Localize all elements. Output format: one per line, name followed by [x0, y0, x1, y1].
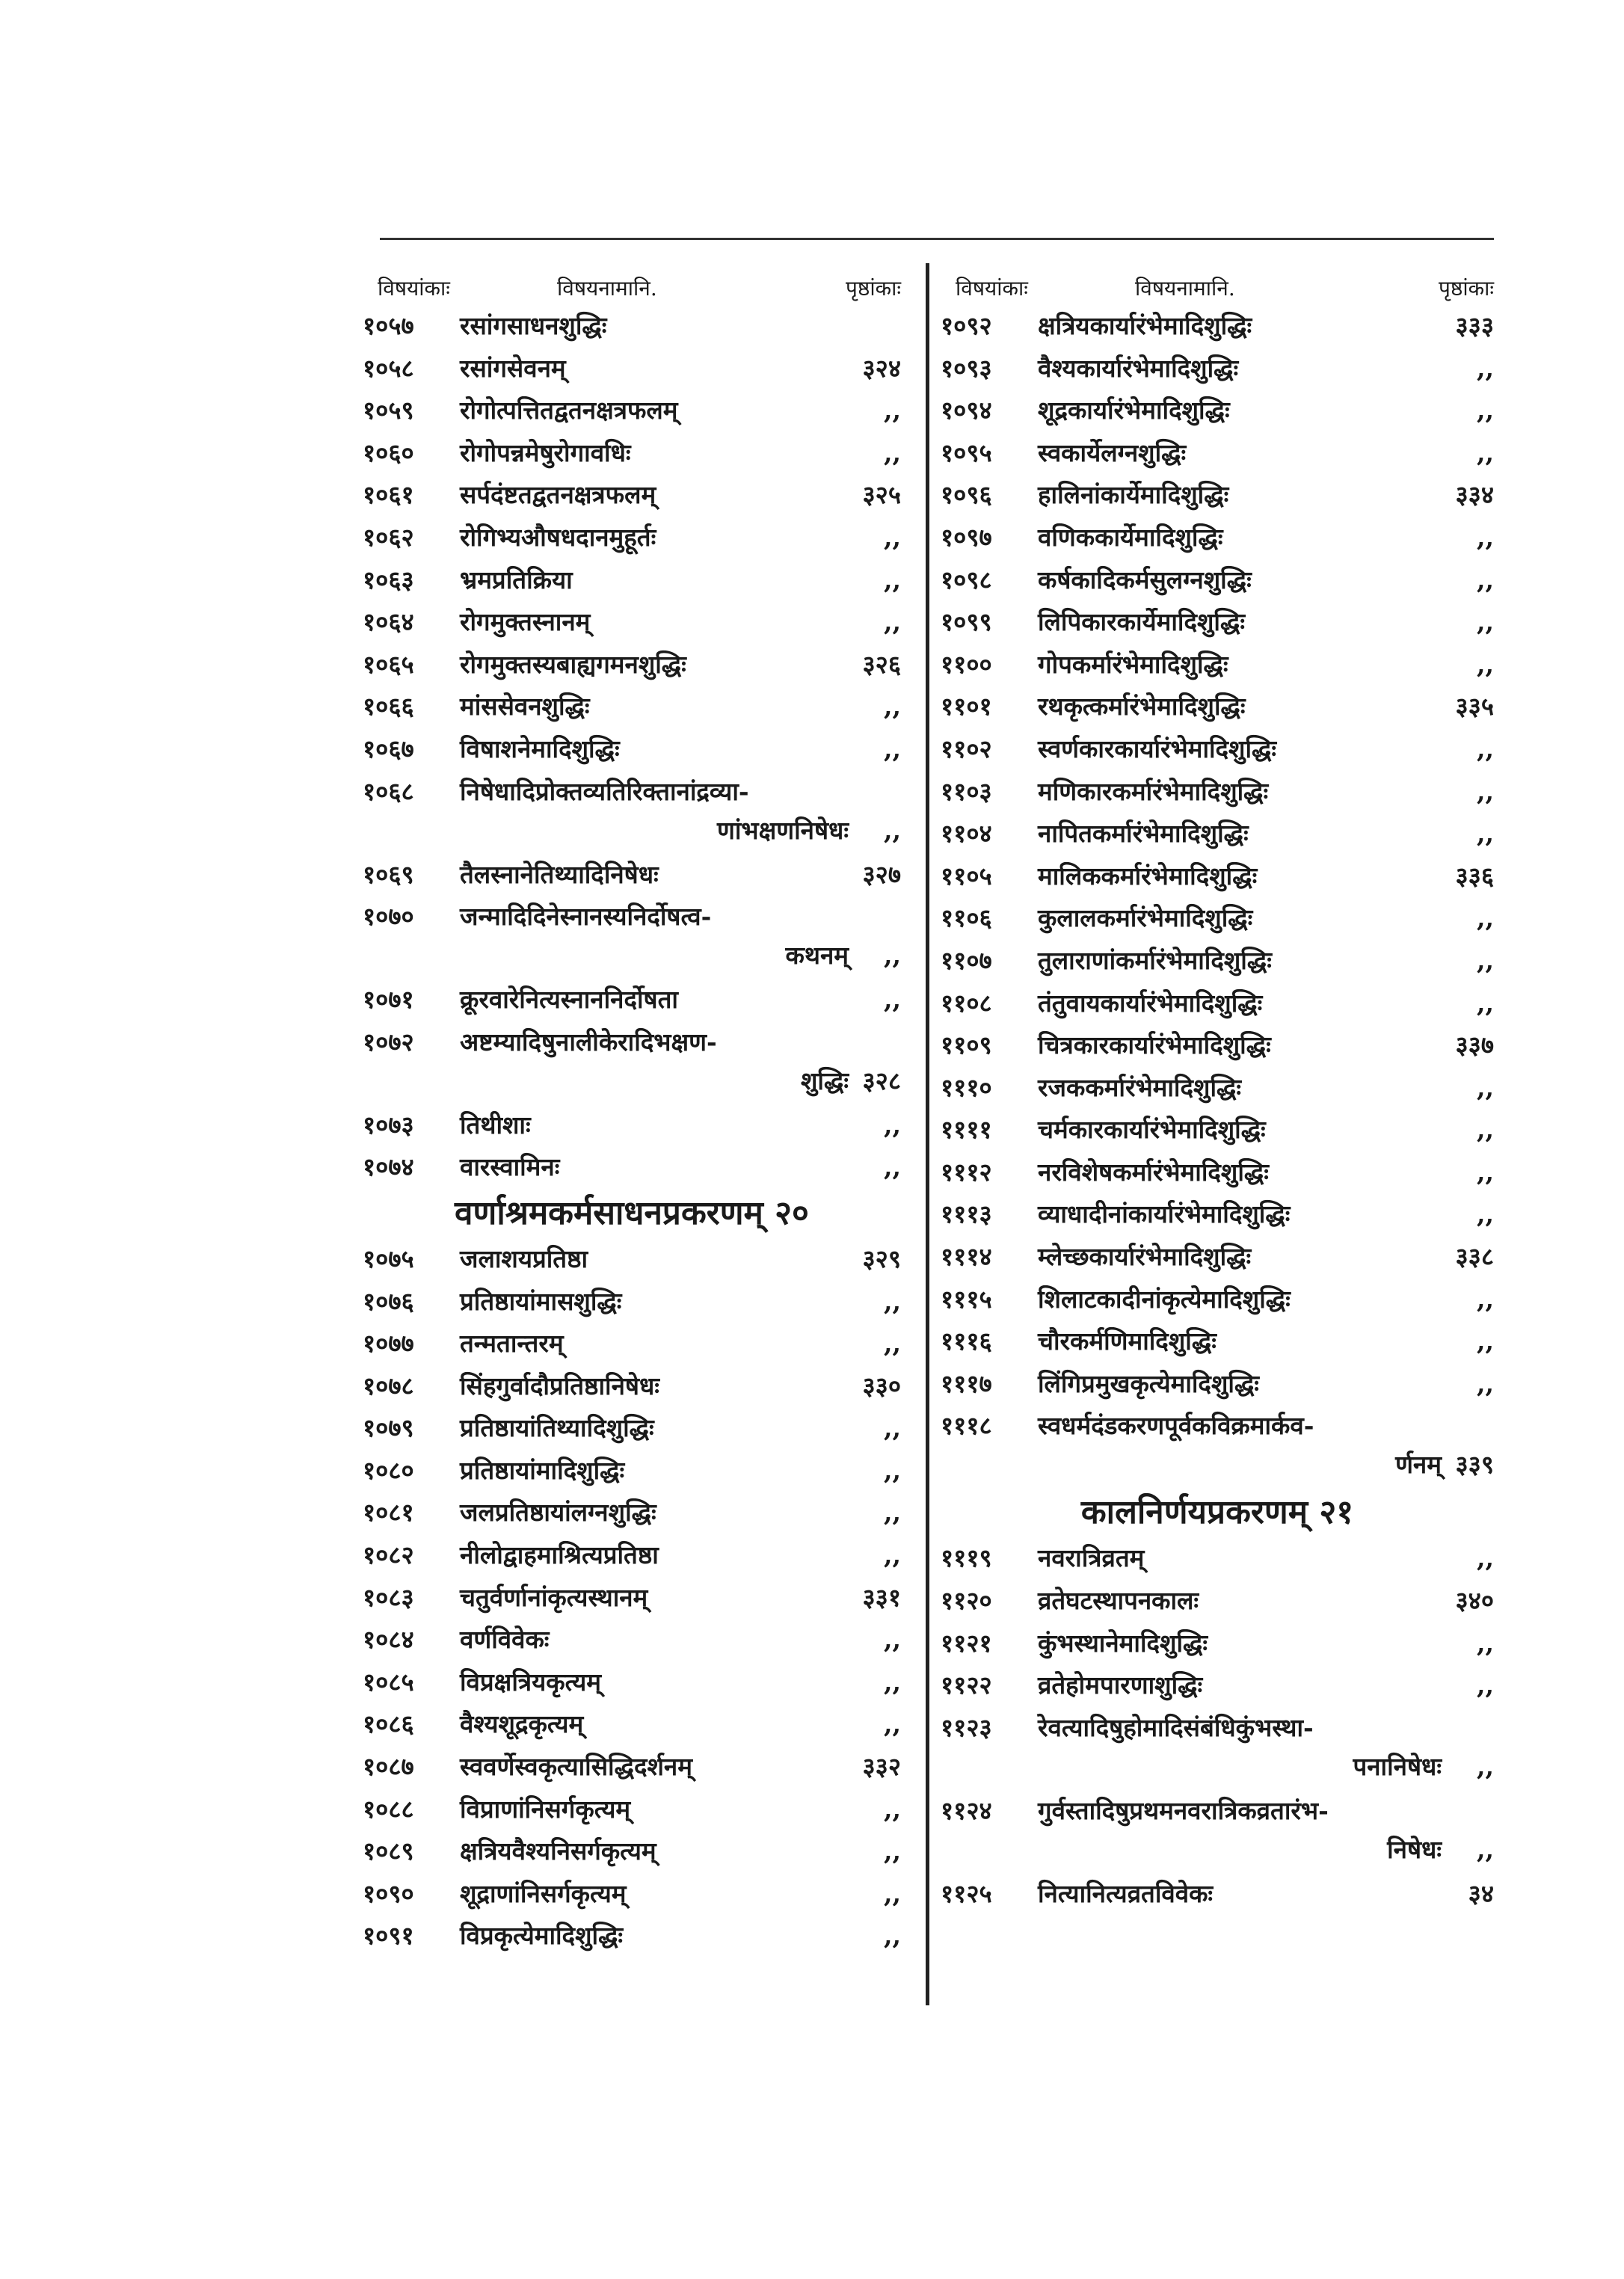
entry-title: रथकृत्कर्मारंभेमादिशुद्धिः — [1038, 692, 1246, 722]
index-entry — [941, 1873, 1494, 1916]
entry-title: विप्रकृत्येमादिशुद्धिः — [460, 1921, 624, 1951]
entry-title-continued: र्णनम् — [1395, 1450, 1442, 1480]
entry-page: ,, — [1477, 776, 1494, 806]
index-entry — [363, 305, 901, 348]
entry-page: ३३४ — [1455, 480, 1494, 510]
entry-number: ११०१ — [941, 692, 992, 722]
entry-number: १०९२ — [941, 311, 992, 340]
entry-page: ,, — [884, 1286, 901, 1316]
entry-number: १०९९ — [941, 607, 992, 637]
entry-title: सर्पदंष्टतद्वतनक्षत्रफलम् — [460, 480, 656, 510]
entry-number: १११६ — [941, 1326, 992, 1356]
entry-page: ,, — [884, 1498, 901, 1528]
index-entry — [363, 1746, 901, 1789]
right-entries — [941, 305, 1494, 1488]
index-entry — [941, 1193, 1494, 1236]
entry-number: १०५९ — [363, 396, 414, 425]
entry-number: ११०६ — [941, 903, 992, 933]
header-subject-name: विषयनामानि. — [557, 276, 657, 301]
entry-page: ३३१ — [862, 1582, 901, 1612]
entry-number: १०७२ — [363, 1027, 414, 1057]
entry-page: ,, — [884, 1836, 901, 1866]
index-entry — [363, 1534, 901, 1577]
entry-page: ,, — [1477, 1157, 1494, 1187]
index-entry — [941, 982, 1494, 1025]
index-entry — [363, 1407, 901, 1450]
entry-title: स्ववर्णेस्वकृत्यासिद्धिदर्शनम् — [460, 1752, 692, 1782]
entry-number: १०५७ — [363, 311, 414, 340]
index-entry — [363, 517, 901, 559]
entry-number: १०६४ — [363, 607, 414, 637]
index-entry — [363, 896, 901, 979]
index-entry — [941, 1151, 1494, 1194]
entry-title: शूद्रकार्यारंभेमादिशुद्धिः — [1038, 396, 1230, 425]
index-entry — [941, 1363, 1494, 1406]
entry-title: हालिनांकार्येमादिशुद्धिः — [1038, 480, 1229, 510]
entry-title: जलप्रतिष्ठायांलग्नशुद्धिः — [460, 1498, 656, 1528]
entry-title: चौरकर्मणिमादिशुद्धिः — [1038, 1326, 1217, 1356]
entry-title: रोगमुक्तस्यबाह्यगमनशुद्धिः — [460, 649, 686, 679]
entry-number: ११२५ — [941, 1878, 992, 1908]
entry-number: १०७७ — [363, 1329, 414, 1359]
index-entry — [363, 854, 901, 896]
entry-title: कुलालकर्मारंभेमादिशुद्धिः — [1038, 903, 1253, 933]
entry-number: १०९१ — [363, 1921, 414, 1951]
index-entry — [941, 1537, 1494, 1580]
entry-title: रेवत्यादिषुहोमादिसंबंधिकुंभस्था- — [1038, 1712, 1314, 1742]
index-entry — [941, 897, 1494, 940]
index-entry — [363, 1365, 901, 1408]
index-entry — [363, 348, 901, 390]
entry-title-continued: पनानिषेधः — [1353, 1751, 1442, 1781]
entry-page: ,, — [1477, 1284, 1494, 1314]
left-column-header — [363, 268, 901, 305]
entry-number: ११०५ — [941, 861, 992, 891]
entry-page: ,, — [884, 1413, 901, 1443]
entry-page: ३२४ — [862, 353, 901, 383]
entry-page: ,, — [884, 607, 901, 637]
entry-title-continued: निषेधः — [1387, 1834, 1442, 1864]
entry-title-continued: कथनम् — [785, 941, 849, 971]
entry-page: ३३६ — [1455, 861, 1494, 891]
entry-title: क्षत्रियवैश्यनिसर्गकृत्यम् — [460, 1836, 656, 1866]
entry-page: ३२६ — [862, 649, 901, 679]
entry-page: ३४ — [1468, 1878, 1494, 1908]
entry-title: स्वकार्येलग्नशुद्धिः — [1038, 437, 1187, 467]
entry-title: मालिककर्मारंभेमादिशुद्धिः — [1038, 861, 1258, 891]
index-entry — [363, 979, 901, 1021]
entry-title: क्रूरवारेनित्यस्नाननिर्दोषता — [460, 985, 678, 1015]
index-entry — [941, 1664, 1494, 1707]
entry-number: १०६१ — [363, 480, 414, 510]
entry-title: नवरात्रिव्रतम् — [1038, 1543, 1145, 1573]
entry-page: ,, — [1477, 1751, 1494, 1781]
entry-number: ११२३ — [941, 1712, 992, 1742]
index-entry — [941, 1279, 1494, 1321]
entry-title: रसांगसाधनशुद्धिः — [460, 311, 607, 340]
entry-number: ११०२ — [941, 733, 992, 763]
entry-number: १११८ — [941, 1411, 992, 1441]
header-subject-number: विषयांकाः — [956, 276, 1028, 301]
entry-title: मणिकारकर्मारंभेमादिशुद्धिः — [1038, 776, 1269, 806]
entry-page: ,, — [1477, 819, 1494, 849]
index-entry — [363, 1281, 901, 1323]
entry-page: ,, — [884, 692, 901, 722]
entry-title: नरविशेषकर्मारंभेमादिशुद्धिः — [1038, 1157, 1269, 1187]
index-entry — [363, 644, 901, 686]
entry-title: व्याधादीनांकार्यारंभेमादिशुद्धिः — [1038, 1199, 1291, 1229]
entry-page: ३२५ — [862, 480, 901, 510]
entry-page: ,, — [1477, 1628, 1494, 1658]
index-entry — [363, 1146, 901, 1189]
entry-page: ३३० — [862, 1371, 901, 1400]
index-entry — [941, 1707, 1494, 1790]
entry-page: ,, — [884, 522, 901, 552]
index-entry — [363, 686, 901, 728]
index-entry — [941, 517, 1494, 559]
entry-number: १०६७ — [363, 733, 414, 763]
entry-number: ११०९ — [941, 1030, 992, 1060]
entry-page: ,, — [884, 1455, 901, 1485]
entry-title: चित्रकारकार्यारंभेमादिशुद्धिः — [1038, 1030, 1271, 1060]
entry-title: रजककर्मारंभेमादिशुद्धिः — [1038, 1072, 1242, 1102]
entry-number: ११०४ — [941, 819, 992, 849]
entry-number: १०५८ — [363, 353, 414, 383]
entry-title: रोगमुक्तस्नानम् — [460, 607, 591, 637]
entry-title: चतुर्वर्णानांकृत्यस्थानम् — [460, 1582, 648, 1612]
index-entry — [363, 1238, 901, 1281]
index-entry — [363, 1577, 901, 1620]
index-entry — [941, 1320, 1494, 1363]
entry-title: विषाशनेमादिशुद्धिः — [460, 733, 620, 763]
entry-number: ११०७ — [941, 945, 992, 975]
entry-number: १०७३ — [363, 1110, 414, 1140]
entry-number: १११९ — [941, 1543, 992, 1573]
entry-page: ,, — [1477, 1834, 1494, 1864]
entry-number: ११११ — [941, 1115, 992, 1145]
entry-title: जन्मादिदिनेस्नानस्यनिर्दोषत्व- — [460, 902, 712, 932]
entry-number: ११०३ — [941, 776, 992, 806]
header-page-number: पृष्ठांकाः — [1438, 276, 1494, 301]
entry-title: गुर्वस्तादिषुप्रथमनवरात्रिकव्रतारंभ- — [1038, 1795, 1329, 1825]
index-entry — [363, 474, 901, 517]
entry-title: नापितकर्मारंभेमादिशुद्धिः — [1038, 819, 1249, 849]
entry-page: ३२८ — [862, 1065, 901, 1095]
entry-number: १०७५ — [363, 1243, 414, 1273]
entry-title: तुलाराणांकर्मारंभेमादिशुद्धिः — [1038, 945, 1272, 975]
index-entry — [941, 390, 1494, 432]
entry-page: ,, — [1477, 945, 1494, 975]
entry-title: चर्मकारकार्यारंभेमादिशुद्धिः — [1038, 1115, 1266, 1145]
entry-page: ,, — [1477, 649, 1494, 679]
entry-number: १०९५ — [941, 437, 992, 467]
index-entry — [363, 1830, 901, 1873]
entry-number: १०९४ — [941, 396, 992, 425]
entry-title: वैश्यशूद्रकृत्यम् — [460, 1709, 584, 1739]
index-entry — [363, 601, 901, 644]
entry-number: १०७४ — [363, 1152, 414, 1182]
entry-page: ,, — [884, 437, 901, 467]
entry-title: भ्रमप्रतिक्रिया — [460, 565, 573, 594]
entry-number: १०८९ — [363, 1836, 414, 1866]
entry-title: स्वर्णकारकार्यारंभेमादिशुद्धिः — [1038, 733, 1277, 763]
index-entry — [941, 1623, 1494, 1665]
index-entry — [941, 1405, 1494, 1488]
entry-title: तिथीशाः — [460, 1110, 531, 1140]
index-entry — [941, 559, 1494, 602]
entry-title: म्लेच्छकार्यारंभेमादिशुद्धिः — [1038, 1242, 1252, 1272]
entry-number: १०८१ — [363, 1498, 414, 1528]
right-column — [941, 268, 1494, 1915]
entry-number: १०७६ — [363, 1286, 414, 1316]
index-entry — [363, 771, 901, 854]
right-entries-2 — [941, 1537, 1494, 1915]
entry-title: प्रतिष्ठायांतिथ्यादिशुद्धिः — [460, 1413, 654, 1443]
entry-number: १११७ — [941, 1368, 992, 1398]
entry-page: ,, — [1477, 903, 1494, 933]
entry-page: ,, — [884, 733, 901, 763]
entry-number: १०९८ — [941, 565, 992, 594]
entry-number: १०८० — [363, 1455, 414, 1485]
entry-page: ,, — [1477, 437, 1494, 467]
entry-page: ३३८ — [1455, 1242, 1494, 1272]
index-entry — [941, 348, 1494, 390]
entry-page: ,, — [884, 396, 901, 425]
entry-page: ३४० — [1455, 1586, 1494, 1616]
entry-number: १०८७ — [363, 1752, 414, 1782]
index-entry — [363, 1104, 901, 1147]
header-subject-number: विषयांकाः — [378, 276, 450, 301]
index-entry — [941, 1109, 1494, 1151]
index-entry — [941, 432, 1494, 475]
right-column-header — [941, 268, 1494, 305]
entry-title: शिलाटकादीनांकृत्येमादिशुद्धिः — [1038, 1284, 1291, 1314]
entry-page: ,, — [884, 1152, 901, 1182]
entry-page: ,, — [884, 1709, 901, 1739]
entry-number: ११०८ — [941, 988, 992, 1018]
index-entry — [941, 644, 1494, 686]
entry-number: १०८५ — [363, 1667, 414, 1697]
entry-title: निषेधादिप्रोक्तव्यतिरिक्तानांद्रव्या- — [460, 776, 749, 806]
entry-page: ,, — [884, 1625, 901, 1655]
entry-title: व्रतेघटस्थापनकालः — [1038, 1586, 1199, 1616]
index-entry — [941, 305, 1494, 348]
entry-title: रोगोपन्नमेषुरोगावधिः — [460, 437, 631, 467]
entry-page: ,, — [884, 941, 901, 971]
entry-number: ११२१ — [941, 1628, 992, 1658]
entry-title: लिंगिप्रमुखकृत्येमादिशुद्धिः — [1038, 1368, 1259, 1398]
entry-number: १११२ — [941, 1157, 992, 1187]
section-heading-varnashrama: वर्णाश्रमकर्मसाधनप्रकरणम् २० — [455, 1193, 809, 1232]
entry-number: १०६८ — [363, 776, 414, 806]
column-divider — [926, 263, 929, 2005]
entry-page: ३३९ — [1455, 1450, 1494, 1480]
entry-title: रसांगसेवनम् — [460, 353, 566, 383]
index-entry — [941, 1580, 1494, 1623]
entry-number: १०८३ — [363, 1582, 414, 1612]
index-entry — [363, 1021, 901, 1104]
entry-title: जलाशयप्रतिष्ठा — [460, 1243, 588, 1273]
entry-number: १०९७ — [941, 522, 992, 552]
entry-page: ,, — [1477, 1670, 1494, 1700]
entry-page: ,, — [884, 1794, 901, 1824]
index-entry — [363, 390, 901, 432]
index-entry — [363, 1873, 901, 1916]
index-entry — [941, 1236, 1494, 1279]
index-entry — [363, 1703, 901, 1746]
entry-page: ,, — [884, 565, 901, 594]
entry-title: तंतुवायकार्यारंभेमादिशुद्धिः — [1038, 988, 1263, 1018]
entry-title: व्रतेहोमपारणाशुद्धिः — [1038, 1670, 1203, 1700]
entry-number: १११० — [941, 1072, 992, 1102]
index-entry — [363, 1789, 901, 1831]
index-entry — [941, 1790, 1494, 1873]
entry-number: ११२२ — [941, 1670, 992, 1700]
entry-page: ,, — [884, 1540, 901, 1570]
entry-number: १०९३ — [941, 353, 992, 383]
entry-page: ३३७ — [1455, 1030, 1494, 1060]
entry-number: १०६३ — [363, 565, 414, 594]
index-entry — [363, 432, 901, 475]
entry-page: ३३३ — [1455, 311, 1494, 340]
entry-page: ,, — [884, 815, 901, 845]
entry-title: क्षत्रियकार्यारंभेमादिशुद्धिः — [1038, 311, 1252, 340]
top-rule — [380, 238, 1494, 240]
index-entry — [363, 1492, 901, 1534]
entry-title: विप्राणांनिसर्गकृत्यम् — [460, 1794, 631, 1824]
index-entry — [941, 771, 1494, 814]
entry-page: ,, — [1477, 522, 1494, 552]
entry-title: स्वधर्मदंडकरणपूर्वकविक्रमार्कव- — [1038, 1411, 1314, 1441]
entry-number: १०७९ — [363, 1413, 414, 1443]
entry-number: १११५ — [941, 1284, 992, 1314]
header-subject-name: विषयनामानि. — [1135, 276, 1235, 301]
entry-page: ३२७ — [862, 859, 901, 889]
entry-number: १११३ — [941, 1199, 992, 1229]
entry-number: १०६५ — [363, 649, 414, 679]
entry-page: ३२९ — [862, 1243, 901, 1273]
entry-page: ,, — [1477, 396, 1494, 425]
entry-number: १०७१ — [363, 985, 414, 1015]
entry-page: ,, — [1477, 565, 1494, 594]
entry-title: नीलोद्वाहमाश्रित्यप्रतिष्ठा — [460, 1540, 659, 1570]
index-entry — [941, 728, 1494, 771]
index-entry — [941, 1024, 1494, 1067]
index-entry — [363, 1915, 901, 1957]
entry-title: शूद्राणांनिसर्गकृत्यम् — [460, 1878, 627, 1908]
entry-page: ३३५ — [1455, 692, 1494, 722]
entry-title: कुंभस्थानेमादिशुद्धिः — [1038, 1628, 1208, 1658]
entry-title-continued: णांभक्षणनिषेधः — [716, 815, 849, 845]
index-entry — [941, 813, 1494, 855]
entry-number: १०८२ — [363, 1540, 414, 1570]
index-entry — [941, 855, 1494, 898]
entry-title: विप्रक्षत्रियकृत्यम् — [460, 1667, 602, 1697]
left-entries-2 — [363, 1238, 901, 1957]
entry-title: कर्षकादिकर्मसुलग्नशुद्धिः — [1038, 565, 1252, 594]
index-entry — [941, 1067, 1494, 1110]
index-entry — [363, 559, 901, 602]
entry-page: ,, — [1477, 1072, 1494, 1102]
index-entry — [941, 686, 1494, 728]
entry-title: मांससेवनशुद्धिः — [460, 692, 590, 722]
entry-title: सिंहगुर्वादौप्रतिष्ठानिषेधः — [460, 1371, 659, 1400]
entry-page: ,, — [1477, 1326, 1494, 1356]
entry-title: वैश्यकार्यारंभेमादिशुद्धिः — [1038, 353, 1239, 383]
entry-number: १०६९ — [363, 859, 414, 889]
entry-page: ,, — [1477, 607, 1494, 637]
entry-title: गोपकर्मारंभेमादिशुद्धिः — [1038, 649, 1228, 679]
index-entry — [363, 1619, 901, 1661]
entry-number: १०७० — [363, 902, 414, 932]
entry-title: तैलस्नानेतिथ्यादिनिषेधः — [460, 859, 659, 889]
index-entry — [941, 474, 1494, 517]
entry-page: ,, — [1477, 1543, 1494, 1573]
index-entry — [363, 1661, 901, 1704]
entry-page: ,, — [1477, 988, 1494, 1018]
index-entry — [363, 1323, 901, 1365]
entry-number: १११४ — [941, 1242, 992, 1272]
entry-page: ,, — [1477, 1368, 1494, 1398]
entry-number: १०९६ — [941, 480, 992, 510]
entry-number: १०६२ — [363, 522, 414, 552]
entry-page: ,, — [1477, 1115, 1494, 1145]
header-page-number: पृष्ठांकाः — [845, 276, 901, 301]
entry-page: ,, — [884, 1329, 901, 1359]
entry-title: रोगिभ्यऔषधदानमुहूर्तः — [460, 522, 656, 552]
entry-number: १०८६ — [363, 1709, 414, 1739]
entry-number: ११२० — [941, 1586, 992, 1616]
entry-page: ,, — [884, 1110, 901, 1140]
entry-title: वारस्वामिनः — [460, 1152, 560, 1182]
entry-number: १०६० — [363, 437, 414, 467]
entry-page: ,, — [1477, 353, 1494, 383]
entry-number: १०८४ — [363, 1625, 414, 1655]
index-entry — [363, 1450, 901, 1492]
entry-title: वणिककार्येमादिशुद्धिः — [1038, 522, 1223, 552]
index-entry — [941, 601, 1494, 644]
index-entry — [941, 940, 1494, 982]
entry-page: ,, — [884, 1667, 901, 1697]
entry-title: प्रतिष्ठायांमासशुद्धिः — [460, 1286, 622, 1316]
entry-title: प्रतिष्ठायांमादिशुद्धिः — [460, 1455, 625, 1485]
entry-number: १०७८ — [363, 1371, 414, 1400]
entry-number: १०८८ — [363, 1794, 414, 1824]
entry-number: ११२४ — [941, 1795, 992, 1825]
entry-title-continued: शुद्धिः — [800, 1065, 849, 1095]
left-entries — [363, 305, 901, 1189]
entry-number: ११०० — [941, 649, 992, 679]
entry-page: ,, — [884, 1921, 901, 1951]
entry-page: ,, — [1477, 1199, 1494, 1229]
entry-title: रोगोत्पत्तितद्वतनक्षत्रफलम् — [460, 396, 678, 425]
section-heading-kalanirnaya: कालनिर्णयप्रकरणम् २१ — [1080, 1493, 1354, 1532]
entry-title: नित्यानित्यव्रतविवेकः — [1038, 1878, 1214, 1908]
entry-page: ,, — [884, 985, 901, 1015]
entry-title: वर्णविवेकः — [460, 1625, 550, 1655]
index-entry — [363, 728, 901, 771]
entry-page: ,, — [1477, 733, 1494, 763]
entry-title: तन्मतान्तरम् — [460, 1329, 564, 1359]
entry-number: १०९० — [363, 1878, 414, 1908]
entry-title: लिपिकारकार्येमादिशुद्धिः — [1038, 607, 1246, 637]
entry-number: १०६६ — [363, 692, 414, 722]
entry-title: अष्टम्यादिषुनालीकेरादिभक्षण- — [460, 1027, 717, 1057]
left-column — [363, 268, 901, 1957]
entry-page: ३३२ — [862, 1752, 901, 1782]
entry-page: ,, — [884, 1878, 901, 1908]
